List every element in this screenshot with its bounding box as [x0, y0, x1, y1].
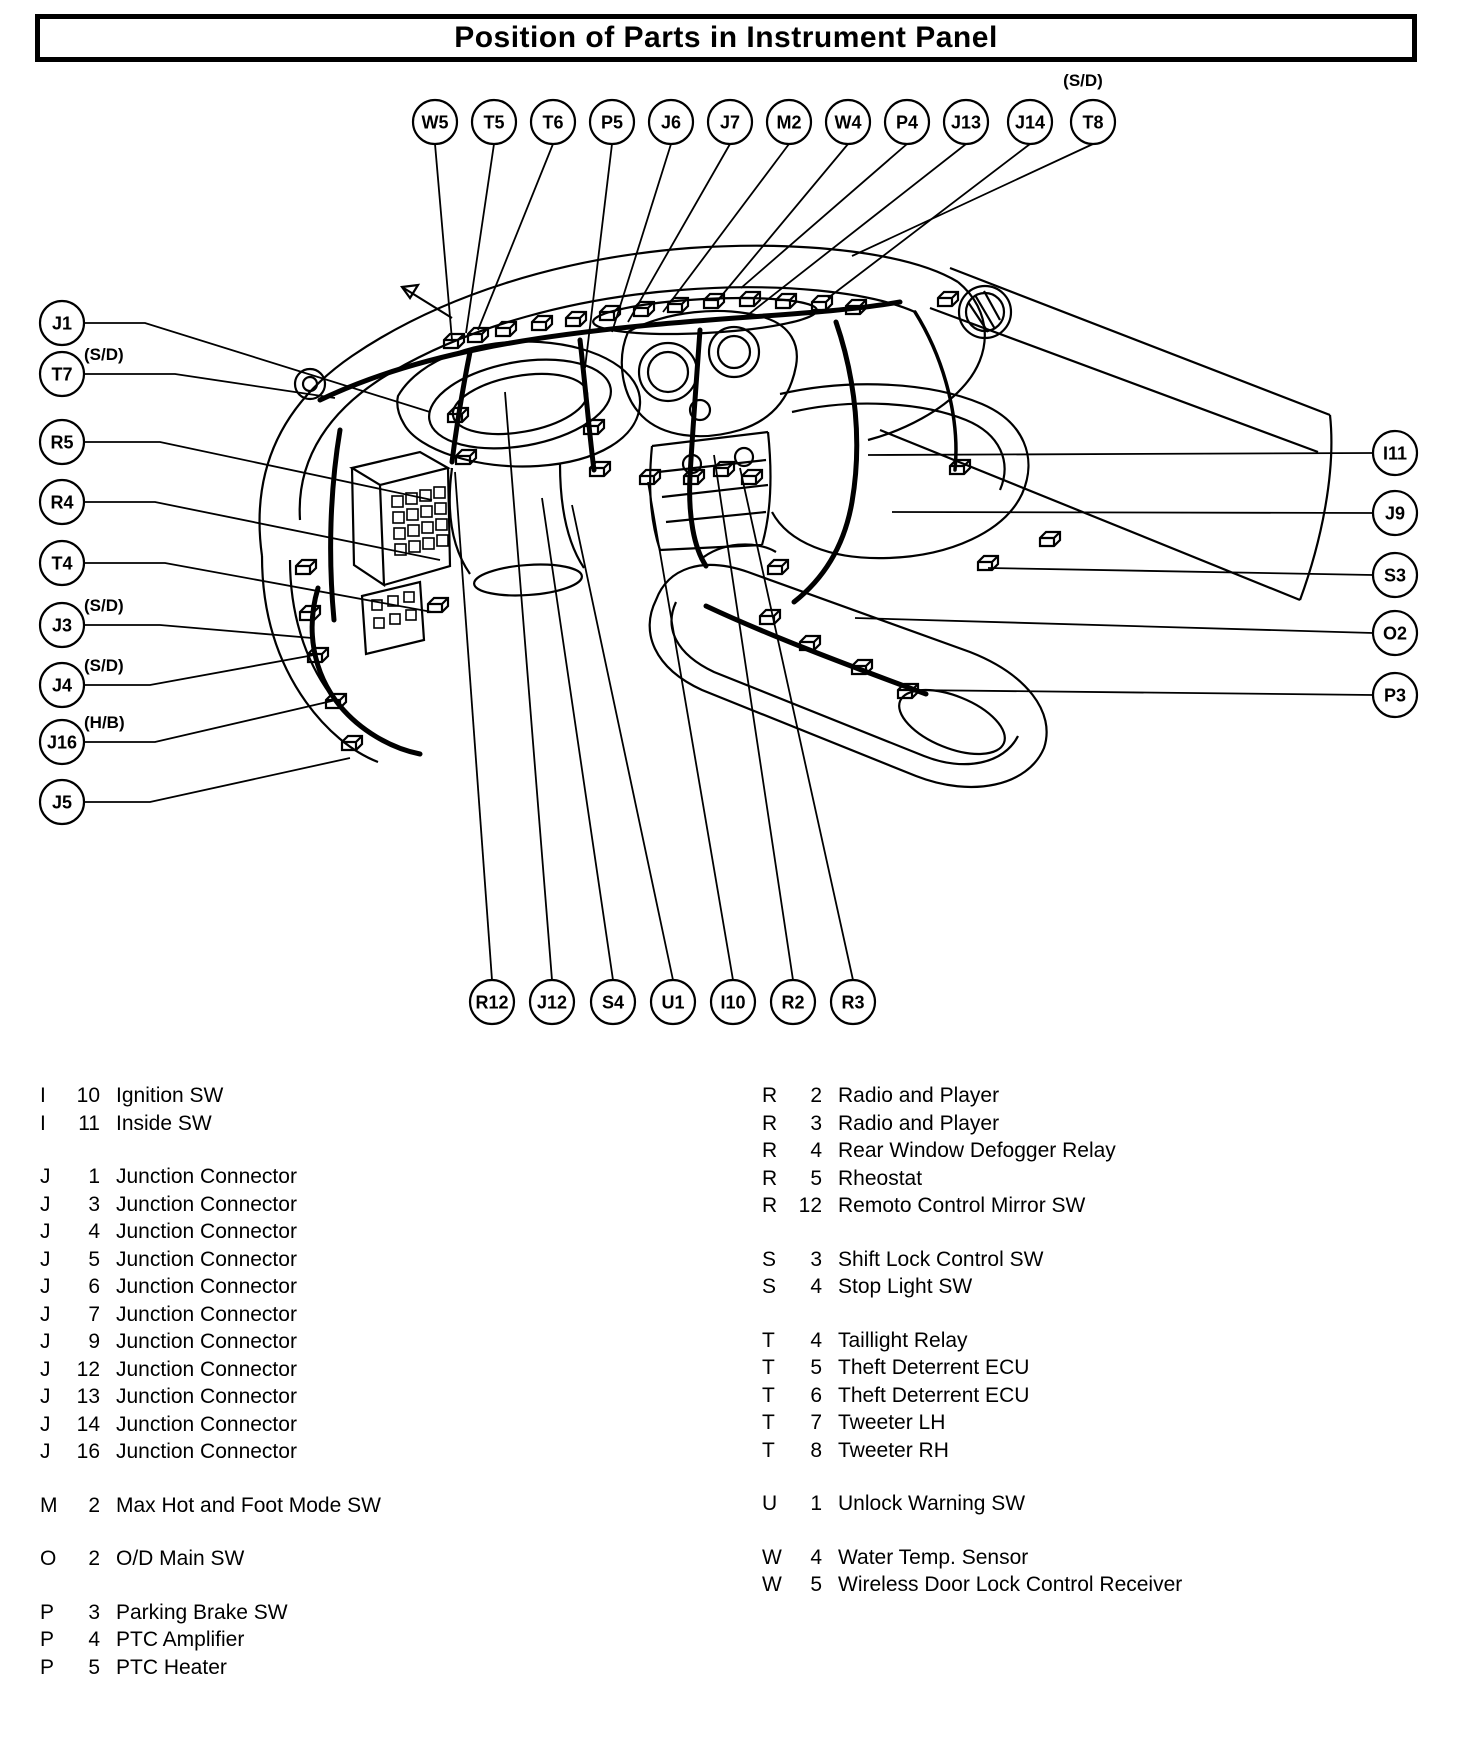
legend-letter: T — [762, 1356, 775, 1379]
legend-letter: R — [762, 1084, 778, 1107]
legend-number: 10 — [76, 1084, 100, 1107]
callout-R4 — [40, 480, 84, 524]
legend-letter: O — [40, 1547, 57, 1570]
legend-row-W4 — [762, 1544, 1442, 1572]
callout-S3 — [1373, 553, 1417, 597]
legend-row-R12 — [762, 1192, 1442, 1220]
callout-J3 — [40, 596, 124, 647]
legend-letter: R — [762, 1139, 778, 1162]
callout-text: I11 — [1382, 443, 1408, 464]
legend-name: Remoto Control Mirror SW — [838, 1194, 1086, 1217]
leader-J13 — [744, 144, 966, 318]
legend-letter: S — [762, 1275, 777, 1298]
callout-J14 — [1008, 100, 1052, 144]
callout-T5 — [472, 100, 516, 144]
callout-text: J6 — [660, 112, 682, 133]
legend-number: 1 — [88, 1165, 100, 1188]
legend-row-J6 — [40, 1273, 680, 1301]
legend-number: 4 — [810, 1328, 822, 1352]
legend-number: 12 — [76, 1357, 100, 1381]
callout-text: T7 — [51, 364, 73, 385]
legend-letter: I — [40, 1084, 46, 1107]
legend-letter: J — [40, 1440, 51, 1463]
callout-text: R4 — [50, 492, 74, 513]
callout-text: W4 — [834, 112, 862, 133]
legend-number: 6 — [88, 1275, 100, 1298]
legend-letter: J — [40, 1385, 51, 1408]
legend-row-T4 — [762, 1327, 1442, 1355]
callout-W4 — [826, 100, 870, 144]
callout-R12 — [470, 980, 514, 1024]
callout-text: S4 — [601, 992, 625, 1013]
callout-T4 — [40, 541, 84, 585]
legend-column-right — [762, 1082, 1442, 1599]
legend-name: Junction Connector — [116, 1192, 297, 1216]
callout-note: (S/D) — [1063, 71, 1103, 90]
legend-number: 3 — [88, 1600, 100, 1624]
leader-J3 — [84, 625, 312, 638]
callout-U1 — [651, 980, 695, 1024]
callout-J12 — [530, 980, 574, 1024]
legend-name: Junction Connector — [116, 1302, 297, 1326]
callout-J1 — [40, 301, 84, 345]
legend-letter: T — [762, 1328, 775, 1352]
callout-text: W5 — [421, 112, 449, 133]
legend-row-S4 — [762, 1273, 1442, 1301]
legend-row-T6 — [762, 1382, 1442, 1410]
callout-text: O2 — [1382, 623, 1408, 644]
legend-letter: T — [762, 1411, 775, 1434]
legend-name: Junction Connector — [116, 1275, 297, 1298]
legend-number: 4 — [810, 1545, 822, 1569]
callout-text: I10 — [720, 992, 746, 1013]
legend-name: O/D Main SW — [116, 1547, 245, 1570]
legend-name: Parking Brake SW — [116, 1600, 288, 1624]
leader-U1 — [572, 505, 673, 980]
legend-row-I11 — [40, 1110, 680, 1138]
legend-letter: J — [40, 1412, 51, 1436]
legend-number: 3 — [810, 1111, 822, 1135]
legend-row-R3 — [762, 1110, 1442, 1138]
legend-number: 1 — [810, 1492, 822, 1515]
callout-O2 — [1373, 611, 1417, 655]
legend-name: Radio and Player — [838, 1111, 1000, 1135]
legend-letter: J — [40, 1165, 51, 1188]
callout-P4 — [885, 100, 929, 144]
legend-name: Shift Lock Control SW — [838, 1247, 1044, 1271]
leader-T5 — [466, 144, 494, 333]
legend-row-J13 — [40, 1383, 680, 1411]
callout-text: P3 — [1383, 685, 1407, 706]
leader-W4 — [718, 144, 848, 300]
leader-J1 — [84, 323, 430, 412]
legend-row-J5 — [40, 1246, 680, 1274]
legend-name: Stop Light SW — [838, 1275, 973, 1298]
legend-row-O2 — [40, 1545, 680, 1573]
leader-J6 — [612, 144, 671, 332]
legend-letter: I — [40, 1111, 46, 1135]
callout-J7 — [708, 100, 752, 144]
legend-name: Rheostat — [838, 1166, 923, 1190]
legend-letter: P — [40, 1600, 55, 1624]
callout-I11 — [1373, 431, 1417, 475]
legend-letter: J — [40, 1220, 51, 1243]
legend-name: Inside SW — [116, 1111, 212, 1135]
legend-number: 5 — [88, 1247, 100, 1271]
callout-note: (H/B) — [84, 713, 125, 732]
legend-number: 13 — [76, 1385, 100, 1408]
callout-P5 — [590, 100, 634, 144]
callout-I10 — [711, 980, 755, 1024]
callout-J6 — [649, 100, 693, 144]
legend-letter: R — [762, 1166, 778, 1190]
callout-text: S3 — [1383, 565, 1407, 586]
legend-letter: U — [762, 1492, 778, 1515]
legend-name: Taillight Relay — [838, 1328, 968, 1352]
legend-name: Junction Connector — [116, 1220, 297, 1243]
legend-name: Unlock Warning SW — [838, 1492, 1026, 1515]
legend-name: Theft Deterrent ECU — [838, 1356, 1030, 1379]
legend-name: Junction Connector — [116, 1440, 297, 1463]
legend-number: 6 — [810, 1383, 822, 1407]
legend-number: 4 — [810, 1275, 822, 1298]
legend-row-P4 — [40, 1626, 680, 1654]
legend-letter: M — [40, 1493, 58, 1517]
legend-letter: J — [40, 1247, 51, 1271]
legend-number: 2 — [810, 1084, 822, 1107]
legend-name: Junction Connector — [116, 1247, 297, 1271]
callout-T6 — [531, 100, 575, 144]
legend-number: 4 — [810, 1139, 822, 1162]
legend-row-T5 — [762, 1354, 1442, 1382]
callout-text: T8 — [1082, 112, 1104, 133]
callout-text: J9 — [1384, 503, 1406, 524]
callout-note: (S/D) — [84, 596, 124, 615]
leader-W5 — [435, 144, 452, 340]
legend-letter: R — [762, 1194, 778, 1217]
legend-name: Ignition SW — [116, 1084, 224, 1107]
callout-text: J14 — [1014, 112, 1046, 133]
callout-text: T4 — [51, 553, 73, 574]
leader-I11 — [868, 453, 1373, 455]
legend-letter: J — [40, 1275, 51, 1298]
callout-text: J16 — [46, 732, 78, 753]
callout-R3 — [831, 980, 875, 1024]
legend-number: 2 — [88, 1493, 100, 1517]
leader-S3 — [988, 568, 1373, 575]
legend-name: Junction Connector — [116, 1385, 297, 1408]
legend-row-T8 — [762, 1437, 1442, 1465]
legend-row-M2 — [40, 1492, 680, 1520]
legend-letter: T — [762, 1383, 775, 1407]
legend-number: 3 — [810, 1247, 822, 1271]
callout-M2 — [767, 100, 811, 144]
legend-number: 7 — [810, 1411, 822, 1434]
callout-text: T6 — [542, 112, 564, 133]
legend-name: Radio and Player — [838, 1084, 1000, 1107]
legend-row-J16 — [40, 1438, 680, 1466]
legend-number: 5 — [88, 1655, 100, 1679]
legend-number: 5 — [810, 1166, 822, 1190]
legend-name: Tweeter RH — [838, 1438, 949, 1462]
legend-number: 8 — [810, 1438, 822, 1462]
legend-letter: W — [762, 1545, 782, 1569]
page-title: Position of Parts in Instrument Panel — [454, 21, 998, 54]
callout-W5 — [413, 100, 457, 144]
callout-T8 — [1063, 71, 1115, 144]
legend-letter: J — [40, 1302, 51, 1326]
legend-name: Junction Connector — [116, 1165, 297, 1188]
callout-text: R2 — [781, 992, 805, 1013]
callout-J4 — [40, 656, 124, 707]
callout-R5 — [40, 420, 84, 464]
legend-number: 7 — [88, 1302, 100, 1326]
callout-text: R12 — [475, 992, 509, 1013]
legend-letter: T — [762, 1438, 775, 1462]
legend-row-I10 — [40, 1082, 680, 1110]
legend-row-P5 — [40, 1654, 680, 1682]
legend-number: 2 — [88, 1547, 100, 1570]
callout-text: R3 — [841, 992, 865, 1013]
legend-number: 14 — [76, 1412, 100, 1436]
legend-letter: J — [40, 1192, 51, 1216]
legend-row-J14 — [40, 1411, 680, 1439]
leader-J5 — [84, 758, 350, 802]
legend-row-J9 — [40, 1328, 680, 1356]
callout-note: (S/D) — [84, 345, 124, 364]
legend-name: Junction Connector — [116, 1412, 297, 1436]
leader-I10 — [648, 482, 733, 980]
legend-letter: P — [40, 1628, 55, 1651]
callout-S4 — [591, 980, 635, 1024]
callout-text: J7 — [719, 112, 741, 133]
leader-P4 — [741, 144, 907, 288]
legend-row-S3 — [762, 1246, 1442, 1274]
callout-J16 — [40, 713, 125, 764]
callout-text: J13 — [950, 112, 982, 133]
legend-row-U1 — [762, 1490, 1442, 1518]
legend-row-J7 — [40, 1301, 680, 1329]
legend-row-J4 — [40, 1218, 680, 1246]
callout-text: P4 — [895, 112, 919, 133]
leader-R2 — [714, 455, 793, 980]
legend-number: 12 — [798, 1194, 822, 1217]
dashboard-line-art — [260, 246, 1332, 787]
legend-number: 4 — [88, 1220, 100, 1243]
leader-P5 — [585, 144, 612, 368]
callout-text: T5 — [483, 112, 505, 133]
callout-text: J5 — [51, 792, 73, 813]
legend-name: Junction Connector — [116, 1357, 297, 1381]
legend-name: Wireless Door Lock Control Receiver — [838, 1573, 1183, 1596]
legend-row-J3 — [40, 1191, 680, 1219]
legend-name: Max Hot and Foot Mode SW — [116, 1493, 381, 1517]
callout-R2 — [771, 980, 815, 1024]
legend-row-W5 — [762, 1571, 1442, 1599]
callout-J5 — [40, 780, 84, 824]
callout-text: J3 — [51, 615, 73, 636]
legend-name: Tweeter LH — [838, 1411, 946, 1434]
legend-row-P3 — [40, 1599, 680, 1627]
legend-letter: J — [40, 1357, 51, 1381]
legend-name: Junction Connector — [116, 1330, 297, 1353]
callout-J13 — [944, 100, 988, 144]
callout-text: J12 — [536, 992, 568, 1013]
callout-J9 — [1373, 491, 1417, 535]
legend-letter: J — [40, 1330, 51, 1353]
legend-number: 4 — [88, 1628, 100, 1651]
legend-row-R5 — [762, 1165, 1442, 1193]
legend-letter: R — [762, 1111, 778, 1135]
legend-name: Water Temp. Sensor — [838, 1545, 1029, 1569]
leader-J9 — [892, 512, 1373, 513]
legend-row-J12 — [40, 1356, 680, 1384]
legend-letter: W — [762, 1573, 782, 1596]
legend-row-T7 — [762, 1409, 1442, 1437]
callout-P3 — [1373, 673, 1417, 717]
leader-R3 — [740, 468, 853, 980]
legend-number: 9 — [88, 1330, 100, 1353]
leader-J12 — [505, 392, 552, 980]
legend-row-R2 — [762, 1082, 1442, 1110]
legend-letter: S — [762, 1247, 777, 1271]
legend-name: Rear Window Defogger Relay — [838, 1139, 1116, 1162]
leader-R12 — [455, 472, 492, 980]
legend-row-J1 — [40, 1163, 680, 1191]
legend-name: PTC Heater — [116, 1655, 227, 1679]
callout-text: J1 — [51, 313, 73, 334]
callout-T7 — [40, 345, 124, 396]
callout-text: R5 — [50, 432, 74, 453]
callout-text: U1 — [661, 992, 685, 1013]
legend-letter: P — [40, 1655, 55, 1679]
legend-row-R4 — [762, 1137, 1442, 1165]
leader-O2 — [855, 618, 1373, 633]
leader-lines — [84, 144, 1373, 980]
legend-number: 3 — [88, 1192, 100, 1216]
leader-P3 — [908, 690, 1373, 695]
legend-number: 11 — [78, 1111, 100, 1135]
callout-text: M2 — [776, 112, 802, 133]
legend-column-left — [40, 1082, 680, 1681]
callout-note: (S/D) — [84, 656, 124, 675]
legend-number: 5 — [810, 1573, 822, 1596]
legend-name: Theft Deterrent ECU — [838, 1383, 1030, 1407]
legend-number: 5 — [810, 1356, 822, 1379]
callout-text: J4 — [51, 675, 73, 696]
callout-text: P5 — [600, 112, 624, 133]
legend-name: PTC Amplifier — [116, 1628, 245, 1651]
legend-number: 16 — [76, 1440, 100, 1463]
